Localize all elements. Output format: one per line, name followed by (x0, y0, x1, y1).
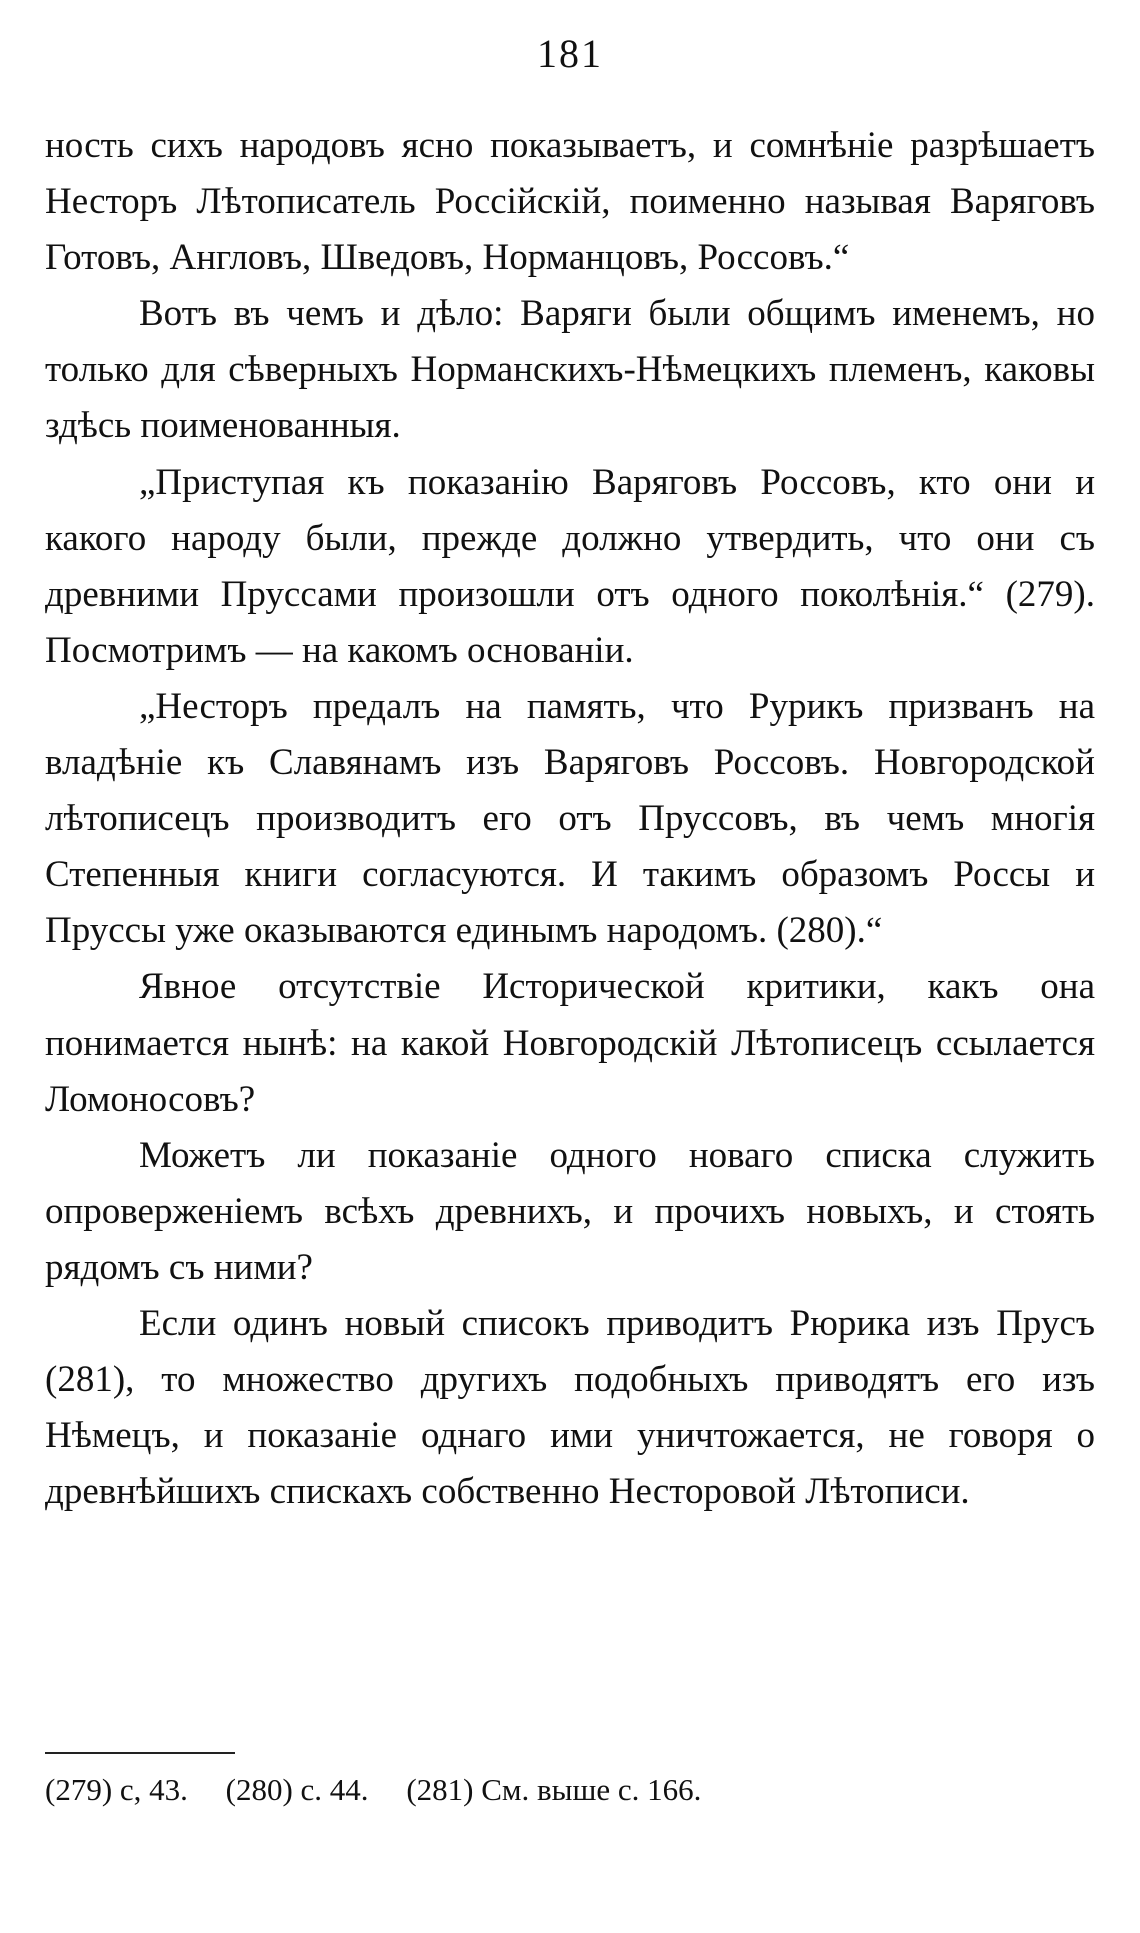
paragraph-varyagi-common-name: Вотъ въ чемъ и дѣло: Варяги были общимъ именемъ, но только для сѣверныхъ Норманскихъ-Нѣмецкихъ племенъ, каковы здѣсь поименованныя. (45, 293, 1095, 447)
footnote-280: (280) с. 44. (225, 1772, 369, 1807)
footnote-279: (279) с, 43. (45, 1772, 188, 1807)
page-number: 181 (537, 31, 603, 76)
footnote-divider (45, 1752, 235, 1754)
paragraph-continuation: ность сихъ народовъ ясно показываетъ, и сомнѣніе разрѣшаетъ Несторъ Лѣтописатель Россійскій, поименно называя Варяговъ Готовъ, Англовъ, Шведовъ, Норманцовъ, Россовъ.“ (45, 125, 1095, 279)
footnote-281: (281) См. выше с. 166. (406, 1772, 702, 1807)
paragraph-new-list-question: Можетъ ли показаніе одного новаго списка служить опроверженіемъ всѣхъ древнихъ, и прочихъ новыхъ, и стоять рядомъ съ ними? (45, 1134, 1095, 1288)
paragraph-rurik-from-prus: Если одинъ новый списокъ приводитъ Рюрика изъ Прусъ (281), то множество другихъ подобныхъ приводятъ его изъ Нѣмецъ, и показаніе однаго ими уничтожается, не говоря о древнѣйшихъ спискахъ собственно Несторовой Лѣтописи. (45, 1302, 1095, 1513)
paragraph-historical-criticism: Явное отсутствіе Исторической критики, какъ она понимается нынѣ: на какой Новгородскій Лѣтописецъ ссылается Ломоносовъ? (45, 966, 1095, 1120)
page-body (45, 118, 1095, 1520)
footnotes (45, 1770, 1095, 1810)
paragraph-quote-varyagi-rossy: „Приступая къ показанію Варяговъ Россовъ, кто они и какого народу были, прежде должно утвердить, что они съ древними Пруссами произошли отъ одного поколѣнія.“ (279). Посмотримъ — на какомъ основаніи. (45, 461, 1095, 671)
paragraph-quote-nestor-rurik: „Несторъ предалъ на память, что Рурикъ призванъ на владѣніе къ Славянамъ изъ Варяговъ Россовъ. Новгородской лѣтописецъ производитъ его отъ Пруссовъ, въ чемъ многія Степенныя книги согласуются. И такимъ образомъ Россы и Пруссы уже оказываются единымъ народомъ. (280).“ (45, 685, 1095, 952)
